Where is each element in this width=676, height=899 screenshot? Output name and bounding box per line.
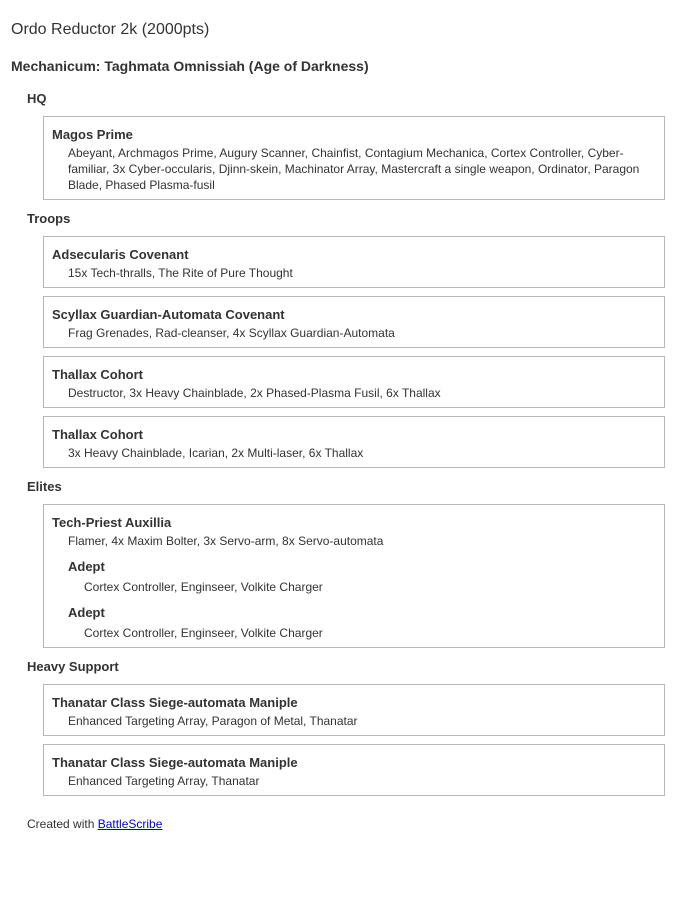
unit-list [43,684,665,796]
unit-name: Tech-Priest Auxillia [52,515,172,530]
unit-items: Destructor, 3x Heavy Chainblade, 2x Phased-Plasma Fusil, 6x Thallax [68,386,441,400]
unit-name: Thanatar Class Siege-automata Maniple [52,695,298,710]
unit-card [43,744,665,796]
unit-name: Thallax Cohort [52,427,144,442]
unit-items: Enhanced Targeting Array, Thanatar [68,774,260,788]
unit-list [43,504,665,648]
unit-items: Abeyant, Archmagos Prime, Augury Scanner, Chainfist, Contagium Mechanica, Cortex Controller, Cyber-familiar, 3x Cyber-occularis, Djinn-skein, Machinator Array, Mastercraft a single weapon, Ordinator, Paragon Blade, Phased Plasma-fusil [68,146,640,192]
unit-name: Magos Prime [52,127,133,142]
force-title: Mechanicum: Taghmata Omnissiah (Age of Darkness) [11,58,369,74]
unit-card [43,236,665,288]
category-title: Troops [27,211,71,226]
unit-items: Flamer, 4x Maxim Bolter, 3x Servo-arm, 8x Servo-automata [68,534,384,548]
sub-unit-items: Cortex Controller, Enginseer, Volkite Charger [84,580,323,594]
unit-card [43,504,665,648]
sub-unit-name: Adept [68,605,105,620]
unit-items: 3x Heavy Chainblade, Icarian, 2x Multi-laser, 6x Thallax [68,446,364,460]
category-title: HQ [27,91,47,106]
unit-card [43,416,665,468]
sub-unit [68,603,656,641]
battlescribe-link[interactable]: BattleScribe [97,817,163,831]
footer-prefix: Created with [27,817,98,831]
unit-list [43,236,665,468]
sub-unit [68,557,656,595]
category-troops [27,209,665,468]
unit-name: Adsecularis Covenant [52,247,189,262]
sub-unit-name: Adept [68,559,105,574]
roster-page [11,18,665,832]
category-hq [27,89,665,200]
unit-items: Enhanced Targeting Array, Paragon of Metal, Thanatar [68,714,358,728]
unit-name: Thallax Cohort [52,367,144,382]
unit-card [43,356,665,408]
unit-items: Frag Grenades, Rad-cleanser, 4x Scyllax Guardian-Automata [68,326,395,340]
category-elites [27,477,665,648]
unit-card [43,116,665,200]
unit-list [43,116,665,200]
category-heavy-support [27,657,665,796]
category-list [27,89,665,796]
category-title: Heavy Support [27,659,119,674]
unit-card [43,684,665,736]
unit-items: 15x Tech-thralls, The Rite of Pure Thought [68,266,293,280]
roster-title: Ordo Reductor 2k (2000pts) [11,21,210,38]
unit-card [43,296,665,348]
unit-name: Scyllax Guardian-Automata Covenant [52,307,285,322]
category-title: Elites [27,479,62,494]
sub-unit-items: Cortex Controller, Enginseer, Volkite Charger [84,626,323,640]
unit-name: Thanatar Class Siege-automata Maniple [52,755,298,770]
footer [27,816,665,832]
